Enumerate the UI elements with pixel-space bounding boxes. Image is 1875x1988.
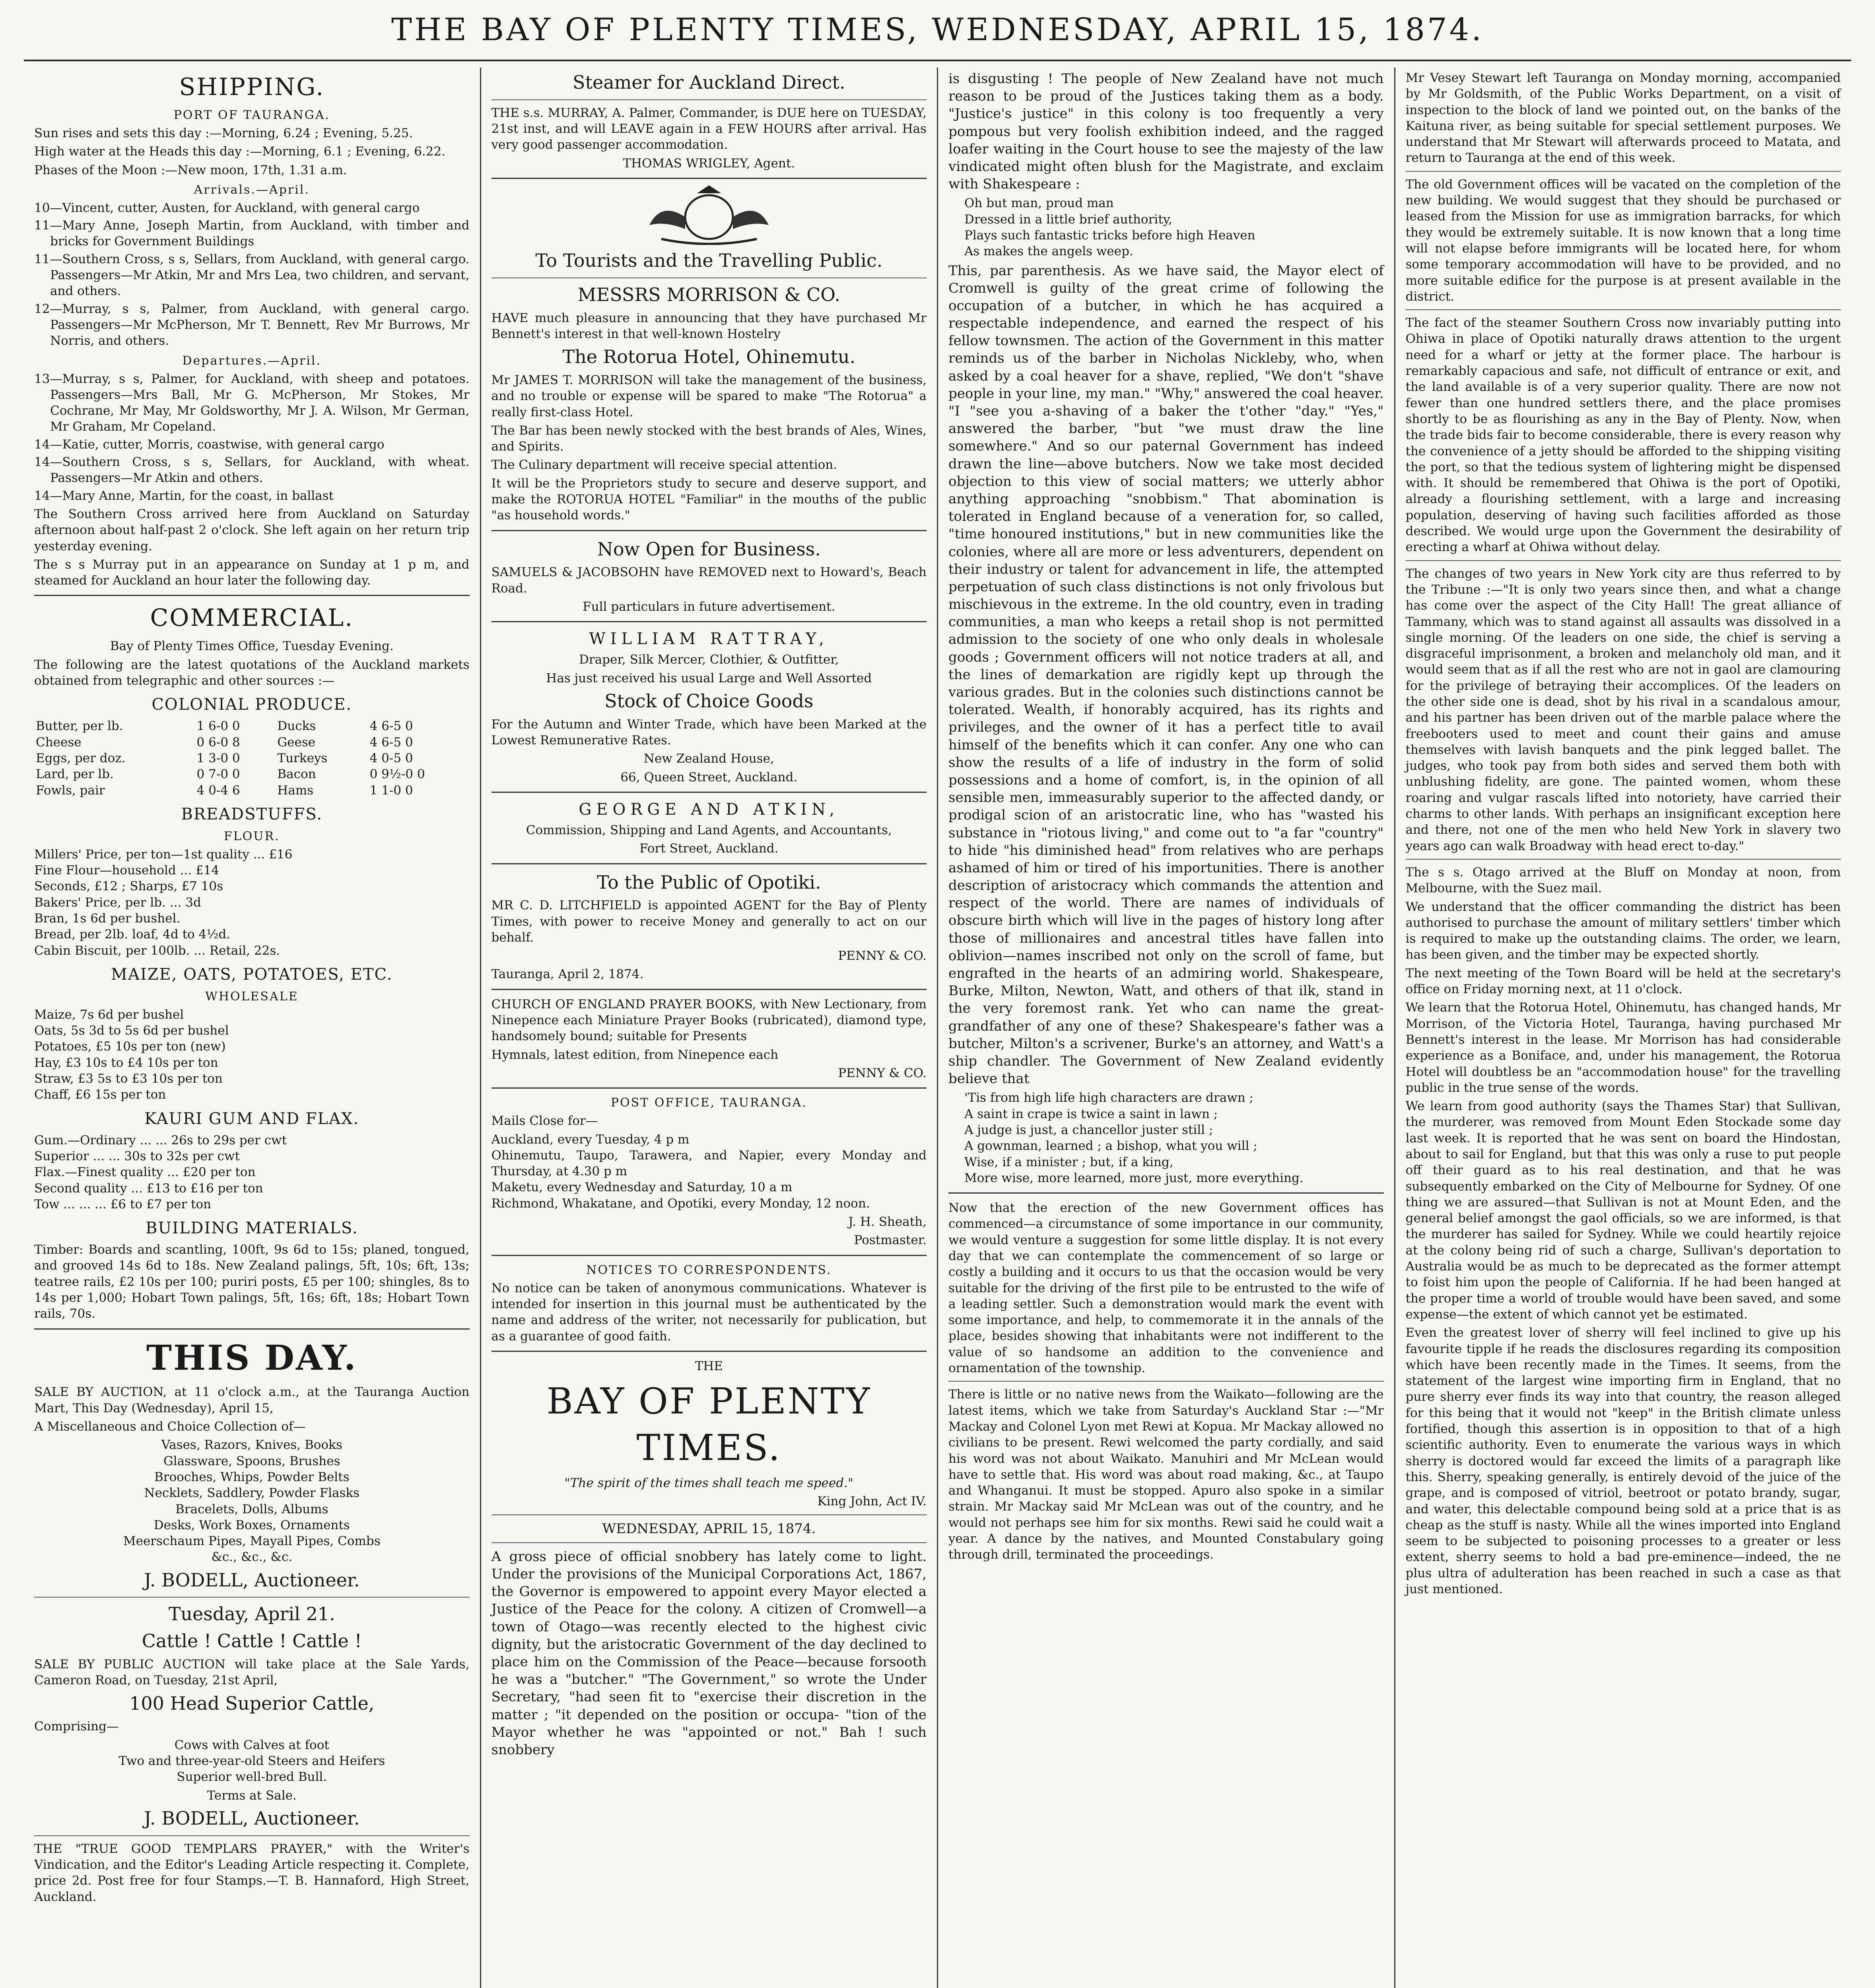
table-cell: 1 3-0 0 [196,751,240,765]
article-paragraph: is disgusting ! The people of New Zealand have not much reason to be proud of the Justices taking them as a body. "Justice's justice" in this colony is too frequently a very pompous but very foolish exhibition indeed, and the ragged loafer waiting in the Court house to see the majesty of the law vindicated might often blush for the Magistrate, and exclaim with Shakespeare : [948,71,1384,192]
divider [492,530,927,531]
table-cell: 0 9½-0 0 [369,767,425,782]
table-cell: Fowls, pair [36,783,105,798]
coat-of-arms-icon [637,185,781,245]
produce-table [34,718,470,798]
poem-line: Plays such fantastic tricks before high Heaven [964,228,1255,243]
tourists-title: To Tourists and the Travelling Public. [535,249,883,271]
list-item: Cabin Biscuit, per 100lb. ... Retail, 22s. [34,943,280,958]
leader-text: A gross piece of official snobbery has lately come to light. Under the provisions of the Municipal Corporations Act, 1867, the Governor is empowered to appoint every Mayor elected a Justice of the Peace for the colony. A citizen of Cromwell—a town of Otago—was recently elected to the highest civic dignity, but the aristocratic Government of the day declined to place him on the Commission of the Peace—because forsooth he was a "butcher." "The Government," so wrote the Under Secretary, "had seen fit to "exercise their discretion in the matter ; "it depended on the position or occupa- "tion of the Mayor whether he was "appointed or not." Bah ! such snobbery [491,1548,927,1758]
nz-house: New Zealand House, [643,751,774,766]
moon-phase: Phases of the Moon :—New moon, 17th, 1.31 a.m. [34,163,347,177]
list-item: Necklets, Saddlery, Powder Flasks [144,1486,360,1501]
colonial-title: COLONIAL PRODUCE. [152,695,352,714]
poem [948,195,1384,259]
commercial-intro: The following are the latest quotations of the Auckland markets obtained from telegraphic and other sources :— [34,657,470,688]
tuesday-title: Tuesday, April 21. [168,1603,335,1625]
divider [948,1192,1384,1194]
list-item: Bracelets, Dolls, Albums [175,1502,328,1516]
list-item: Chaff, £6 15s per ton [34,1087,166,1102]
divider [492,1351,927,1352]
list-item: Maize, 7s 6d per bushel [34,1007,184,1022]
hotel-title: The Rotorua Hotel, Ohinemutu. [562,346,856,368]
motto-source: King John, Act IV. [817,1494,927,1509]
sale-items [34,1437,470,1565]
divider [492,621,927,622]
table-row [34,750,470,766]
list-item: 11—Mary Anne, Joseph Martin, from Auckland, with timber and bricks for Government Buildings [34,218,470,249]
morrison-paragraph: The Bar has been newly stocked with the best brands of Ales, Wines, and Spirits. [491,423,927,454]
list-item: Potatoes, £5 10s per ton (new) [34,1039,226,1054]
arrivals-list [34,200,470,349]
cattle-title: Cattle ! Cattle ! Cattle ! [142,1630,362,1652]
morrison-paragraph: It will be the Proprietors study to secure and deserve support, and make the ROTORUA HOTEL "Familiar" in the mouths of the public "as household words." [491,476,927,523]
mails-label: Mails Close for— [491,1114,598,1128]
divider [1406,859,1841,860]
divider [492,178,927,179]
tide-times: High water at the Heads this day :—Morning, 6.1 ; Evening, 6.22. [34,144,446,159]
head-title: 100 Head Superior Cattle, [129,1692,375,1714]
divider [492,1514,927,1515]
list-item: Superior well-bred Bull. [177,1770,327,1784]
opotiki-title: To the Public of Opotiki. [597,871,821,893]
divider [34,595,470,596]
list-item: Superior ... ... 30s to 32s per cwt [34,1149,240,1163]
flour-title: FLOUR. [223,829,280,843]
table-cell: 4 6-5 0 [369,735,413,749]
building-title: BUILDING MATERIALS. [145,1219,358,1238]
sun-times: Sun rises and sets this day :—Morning, 6.24 ; Evening, 5.25. [34,126,413,140]
table-cell: 1 1-0 0 [369,783,413,798]
news-paragraph: We understand that the officer commanding the district has been authorised to purchase the amount of military settlers' timber which is required to make up the outstanding claims. The order, we learn, has been given, and the timber may be expected shortly. [1405,899,1841,962]
church-ad: CHURCH OF ENGLAND PRAYER BOOKS, with New Lectionary, from Ninepence each Miniature Prayer Books (rubricated), diamond type, handsomely bound; suitable for Presents [491,997,927,1044]
table-cell: 1 6-0 0 [196,719,240,734]
table-cell: 4 0-5 0 [369,751,413,765]
morrison-title: MESSRS MORRISON & CO. [577,283,840,305]
poem-line: Dressed in a little brief authority, [964,212,1173,227]
terms-line: Terms at Sale. [207,1788,297,1803]
poem-line: 'Tis from high life high characters are drawn ; [964,1091,1253,1105]
templars-ad: THE "TRUE GOOD TEMPLARS PRAYER," with the Writer's Vindication, and the Editor's Leading Article respecting it. Complete, price 2d. Post free for four Stamps.—T. B. Hannaford, High Street, Auckland. [34,1841,470,1904]
george-trade: Commission, Shipping and Land Agents, and Accountants, [526,823,892,837]
news-paragraph: Mr Vesey Stewart left Tauranga on Monday morning, accompanied by Mr Goldsmith, of the Public Works Department, on a visit of inspection to the block of land we pointed out, on the banks of the Kaituna river, as being suitable for special settlement purposes. We understand that Mr Stewart will afterwards proceed to Matata, and return to Tauranga at the end of this week. [1405,71,1841,165]
notices-text: No notice can be taken of anonymous communications. Whatever is intended for insertion in this journal must be authenticated by the name and address of the writer, not necessarily for publication, but as a guarantee of good faith. [491,1281,927,1343]
list-item: 14—Katie, cutter, Morris, coastwise, with general cargo [34,437,385,452]
divider [492,989,927,990]
table-cell: Hams [277,783,314,798]
penny-signature: PENNY & CO. [838,949,927,963]
list-item: Straw, £3 5s to £3 10s per ton [34,1072,223,1086]
list-item: 14—Mary Anne, Martin, for the coast, in ballast [34,488,334,503]
list-item: Oats, 5s 3d to 5s 6d per bushel [34,1023,229,1038]
breadstuffs-title: BREADSTUFFS. [181,805,323,823]
office-line: Bay of Plenty Times Office, Tuesday Evening. [110,639,394,654]
list-item: 10—Vincent, cutter, Austen, for Auckland, with general cargo [34,200,420,215]
list-item: Maketu, every Wednesday and Saturday, 10 a m [491,1180,793,1195]
table-cell: Bacon [277,767,316,782]
business-title: Now Open for Business. [597,538,821,560]
post-title: POST OFFICE, TAURANGA. [610,1096,807,1110]
rattray-title: WILLIAM RATTRAY, [589,630,829,648]
table-cell: Butter, per lb. [36,719,123,734]
divider [1406,309,1841,310]
columns [24,68,1851,1988]
news-paragraph: The changes of two years in New York city are thus referred to by the Tribune :—"It is only two years since then, and what a change has come over the aspect of the City Hall! The great alliance of Tammany, which was to stand against all assaults was dissolved in a single morning. Of the leaders on one side, the chief is serving a disgraceful imprisonment, a broken and melancholy old man, and it would seem that as if all the rest who are not in gaol are clamouring for the privilege of betraying their accomplices. Of the leaders on the other side one is dead, shot by his rival in a scandalous amour, and his partner has been driven out of the marble palace where the freebooters used to meet and count their gains and amuse themselves with lavish banquets and the pink legged ballet. The judges, who took pay from both sides and served them both with unblushing fidelity, are gone. The painted women, whom these roaring and vulgar rascals lifted into notoriety, have carried their charms to other lands. With perhaps an insignificant exception here and there, not one of the men who held New York in slavery two years ago can walk Broadway with head erect to-day." [1405,566,1841,853]
table-cell: 4 6-5 0 [369,719,413,734]
litchfield-ad: MR C. D. LITCHFIELD is appointed AGENT for the Bay of Plenty Times, with power to receive Money and generally to act on our behalf. [491,898,927,945]
divider [948,1381,1384,1382]
poem [948,1090,1384,1186]
rattray-trade: Draper, Silk Mercer, Clothier, & Outfitter, [579,652,839,667]
the-label: THE [695,1359,723,1373]
rattray-text: For the Autumn and Winter Trade, which have been Marked at the Lowest Remunerative Rates. [491,717,927,748]
building-text: Timber: Boards and scantling, 100ft, 9s 6d to 15s; planed, tongued, and grooved 14s 6d to 18s. New Zealand palings, 5ft, 10s; 6ft, 13s; teatree rails, £2 10s per 100; puriri posts, £5 per 100; shingles, 8s to 14s per 1,000; Hobart Town palings, 5ft, 16s; 6ft, 18s; Hobart Town rails, 70s. [34,1242,470,1321]
stock-title: Stock of Choice Goods [604,690,814,712]
list-item: Desks, Work Boxes, Ornaments [153,1518,350,1532]
comprising-label: Comprising— [34,1719,119,1734]
steamer-agent: THOMAS WRIGLEY, Agent. [623,156,795,171]
poem-line: As makes the angels weep. [964,244,1133,259]
poem-line: Wise, if a minister ; but, if a king, [964,1155,1174,1169]
poem-line: A judge is just, a chancellor juster still ; [964,1122,1213,1137]
motto: "The spirit of the times shall teach me speed." [564,1476,854,1491]
poem-line: More wise, more learned, more just, more everything. [964,1171,1304,1185]
rattray-received: Has just received his usual Large and Well Assorted [546,671,872,685]
george-address: Fort Street, Auckland. [639,841,779,856]
table-row [34,782,470,798]
maize-lines [34,1007,470,1103]
table-cell: Eggs, per doz. [36,751,126,765]
table-cell: Turkeys [277,751,328,765]
list-item: Bread, per 2lb. loaf, 4d to 4½d. [34,927,231,942]
divider [492,863,927,864]
divider [492,99,927,100]
divider [492,1542,927,1543]
list-item: Two and three-year-old Steers and Heifers [119,1754,385,1769]
column-3 [938,68,1395,1988]
list-item: Auckland, every Tuesday, 4 p m [491,1132,690,1147]
poem-line: A gownman, learned ; a bishop, what you will ; [964,1139,1257,1153]
arrivals-title: Arrivals.—April. [194,182,310,197]
nz-address: 66, Queen Street, Auckland. [620,770,798,784]
list-item: 11—Southern Cross, s s, Sellars, from Auckland, with general cargo. Passengers—Mr Atkin, Mr and Mrs Lea, two children, and servant, and others. [34,252,470,299]
list-item: Richmond, Whakatane, and Opotiki, every Monday, 12 noon. [491,1196,870,1211]
table-cell: Geese [277,735,316,749]
divider [492,1087,927,1089]
news-paragraph: We learn that the Rotorua Hotel, Ohinemutu, has changed hands, Mr Morrison, of the Victoria Hotel, Tauranga, having purchased Mr Bennett's interest in the lease. Mr Morrison has had considerable experience as a Boniface, and, under his management, the Rotorua Hotel will doubtless be an "accommodation house" for the travelling public in the true sense of the words. [1405,1000,1841,1095]
table-row [34,766,470,782]
sale-items [34,1737,470,1785]
commercial-title: COMMERCIAL. [150,604,354,632]
poem-line: Oh but man, proud man [964,196,1114,211]
list-item: Tow ... ... ... £6 to £7 per ton [34,1197,212,1211]
steamer-text: THE s.s. MURRAY, A. Palmer, Commander, is DUE here on TUESDAY, 21st inst, and will LEAVE again in a FEW HOURS after arrival. Has very good passenger accommodation. [491,105,927,152]
sale-text: SALE BY PUBLIC AUCTION will take place at the Sale Yards, Cameron Road, on Tuesday, 21st April, [34,1657,470,1688]
list-item: 12—Murray, s s, Palmer, from Auckland, with general cargo. Passengers—Mr McPherson, Mr T. Bennett, Rev Mr Burrows, Mr Norris, and others. [34,301,470,348]
george-title: GEORGE AND ATKIN, [579,800,839,819]
list-item: 14—Southern Cross, s s, Sellars, for Auckland, with wheat. Passengers—Mr Atkin and others. [34,455,470,485]
table-cell: Lard, per lb. [36,767,114,782]
column-4 [1395,68,1852,1988]
hymnals-line: Hymnals, latest edition, from Ninepence each [491,1047,779,1062]
list-item: Hay, £3 10s to £4 10s per ton [34,1055,218,1070]
column-1 [24,68,481,1988]
list-item: Ohinemutu, Taupo, Tarawera, and Napier, every Monday and Thursday, at 4.30 p m [491,1148,927,1179]
masthead: THE BAY OF PLENTY TIMES, WEDNESDAY, APRIL 15, 1874. [24,0,1851,61]
this-day-title: THIS DAY. [146,1338,358,1378]
divider [34,1835,470,1836]
list-item: Gum.—Ordinary ... ... 26s to 29s per cwt [34,1133,287,1147]
table-cell: 0 6-0 8 [196,735,240,749]
kauri-title: KAURI GUM AND FLAX. [144,1109,359,1128]
list-item: Fine Flour—household ... £14 [34,863,220,878]
table-row [34,734,470,750]
column-2 [481,68,938,1988]
divider [34,1328,470,1330]
poem-line: A saint in crape is twice a saint in lawn ; [964,1107,1218,1121]
news-paragraph: The fact of the steamer Southern Cross now invariably putting into Ohiwa in place of Opotiki naturally draws attention to the urgent need for a wharf or jetty at the former place. The harbour is remarkably capacious and safe, not difficult of entrance or exit, and the land available is of a very superior quality. There are now not fewer than one hundred settlers there, and the place promises shortly to be as flourishing as any in the Bay of Plenty. Now, when the trade bids fair to become considerable, there is every reason why the convenience of a jetty should be afforded to the shipping visiting the port, so that the tedious system of lightering might be dispensed with. It should be remembered that Ohiwa is the port of Opotiki, already a flourishing settlement, with a large and increasing population, deserving of having such facilities afforded as those described. We would urge upon the Government the desirability of erecting a wharf at Ohiwa without delay. [1405,316,1841,555]
article-paragraph: Now that the erection of the new Government offices has commenced—a circumstance of some importance in our community, we would venture a suggestion for some little display. It is not every day that we can contemplate the commencement of so large or costly a building and it occurs to us that the occasion would be very suitable for the driving of the first pile to be entrusted to the wife of a leading settler. Such a demonstration would mark the event with some importance, and help, to commemorate it in the annals of the place, besides showing that inhabitants were not indifferent to the value of so handsome an addition to the convenience and ornamentation of the township. [948,1201,1384,1376]
paper-title: BAY OF PLENTY TIMES. [546,1380,872,1469]
list-item: Millers' Price, per ton—1st quality ... £16 [34,847,293,862]
list-item: Brooches, Whips, Powder Belts [154,1470,350,1484]
article-paragraph: There is little or no native news from the Waikato—following are the latest items, which we take from Saturday's Auckland Star :—"Mr Mackay and Colonel Lyon met Rewi at Kopua. Mr Mackay allowed no civilians to be present. Rewi welcomed the party cordially, and said his word was not about Waikato. Manuhiri and Mr McLean would have to settle that. His word was about road making, &c., at Taupo and Whanganui. It must be stopped. Apuro also spoke in a similar strain. Mr Mackay said Mr McLean was out of the country, and he would not perhaps see him for six months. Rewi said he could wait a year. A dance by the natives, and Mounted Constabulary going through drill, terminated the proceedings. [948,1387,1384,1562]
list-item: Second quality ... £13 to £16 per ton [34,1181,263,1196]
samuels-note: Full particulars in future advertisement. [583,600,835,614]
steamer-title: Steamer for Auckland Direct. [573,72,845,93]
list-item: Glassware, Spoons, Brushes [163,1454,340,1468]
list-item: 13—Murray, s s, Palmer, for Auckland, with sheep and potatoes. Passengers—Mrs Ball, Mr G. McPherson, Mr Stokes, Mr Cochrane, Mr May, Mr Goldsworthy, Mr J. A. Wilson, Mr German, Mr Graham, Mr Copeland. [34,371,470,434]
divider [34,1597,470,1598]
list-item: Bakers' Price, per lb. ... 3d [34,895,201,910]
article-paragraph: This, par parenthesis. As we have said, the Mayor elect of Cromwell is guilty of the great crime of following the occupation of a butcher, in which he has acquired a respectable independence, and earned the respect of his fellow townsmen. The action of the Government in this matter reminds us of the barber in Nicholas Nickleby, who, when asked by a coal heaver for a shave, replied, "We don't "shave people in your line, my man." "Why," answered the coal heaver. "I "see you a-shaving of a baker the t'other "day." "Yes," answered the barber, "but "we must draw the line somewhere." And so our paternal Government has indeed drawn the line—above butchers. Now we take most decided objection to this view of social matters; we utterly abhor anything approaching "snobbism." That abomination is tolerated in England because of a veneration for, so called, "time honoured institutions," but in new communities like the colonies, where all are more or less adventurers, dependent on their industry or talent for advancement in life, the attempted perpetuation of such class distinctions is not only frivolous but mischievous in the extreme. In the old country, even in trading communities, a man who keeps a retail shop is not permitted admission to the society of one who only deals in wholesale goods ; Government officers will not notice traders at all, and the lines of demarkation are rigidly kept up through the various grades. But in the colonies such distinctions cannot be tolerated. Wealth, if honorably acquired, has its rights and privileges, and the owner of it has a perfect title to avail himself of the benefits which it can confer. Any one who can show the results of a life of industry in the form of solid possessions and a home of comfort, is, in the opinion of all sensible men, immeasurably superior to the affected dandy, or prodigal scion of an aristocratic line, who has "wasted his substance in "riotous living," and come out to "a far "country" to hide "his diminished head" from relatives who are perhaps ashamed of him or tired of his importunities. There is another description of aristocracy which commands the attention and respect of the world. There are names of individuals of obscure birth which will live in the pages of history long after those of millionaires and ancestral titles have fallen into oblivion—names inscribed not only on the scroll of fame, but engrafted in the hearts of an admiring world. Shakespeare, Burke, Milton, Newton, Watt, and others of that ilk, stand in the very foremost rank. Yet who can name the great-grandfather of any one of these? Shakespeare's father was a butcher, Milton's a scrivener, Burke's an attorney, and Watt's a ship chandler. The Government of New Zealand evidently believe that [948,262,1384,1087]
tauranga-date: Tauranga, April 2, 1874. [491,967,644,982]
date-line: WEDNESDAY, APRIL 15, 1874. [602,1520,816,1537]
sale-intro: A Miscellaneous and Choice Collection of— [34,1419,306,1434]
news-paragraph: We learn from good authority (says the Thames Star) that Sullivan, the murderer, was removed from Mount Eden Stockade some day last week. It is reported that he was sent on board the Hindostan, about to sail for England, but that this was only a ruse to put people off their guard as to his real destination, and that he was subsequently embarked on the City of Melbourne for Sydney. Of one thing we are assured—that Sullivan is not at Mount Eden, and the general belief amongst the gaol officials, so we are informed, is that the murderer has sailed for Sydney. While we could heartily rejoice at the colony being rid of such a charge, Sullivan's deportation to Australia would be as much to be deprecated as the former attempt to foist him upon the people of California. If he had been hanged at the proper time a world of trouble would have been saved, and some expense—the extent of which cannot yet be estimated. [1405,1099,1841,1322]
table-cell: Ducks [277,719,316,734]
table-cell: Cheese [36,735,82,749]
news-paragraph: Even the greatest lover of sherry will feel inclined to give up his favourite tipple if he reads the disclosures regarding its composition which have been recently made in the Times. It seems, from the statement of the largest wine importing firm in England, that no pure sherry ever finds its way into that country, the reason alleged for this being that it would not "keep" in the British climate unless fortified, though this assertion is in opposition to that of a high scientific authority. Even to enumerate the various ways in which sherry is doctored would far exceed the limits of a paragraph like this. Sherry, speaking generally, is entirely devoid of the juice of the grape, and is composed of vitriol, beetroot or potato brandy, sugar, and water, this delectable compound being sold at a price that is as cheap as the stuff is nasty. While all the wines imported into England seem to be subjected to poisoning processes to a greater or less extent, sherry seems to hold a bad pre-eminence—indeed, the ne plus ultra of adulteration has been reached in such a case as that just mentioned. [1405,1326,1841,1597]
news-paragraph: The s s. Otago arrived at the Bluff on Monday at noon, from Melbourne, with the Suez mail. [1405,865,1841,896]
postmaster-name: J. H. Sheath, [848,1215,927,1229]
samuels-ad: SAMUELS & JACOBSOHN have REMOVED next to Howard's, Beach Road. [491,565,927,596]
penny-signature: PENNY & CO. [838,1066,927,1080]
news-paragraph: The old Government offices will be vacated on the completion of the new building. We would suggest that they should be purchased or leased from the Mission for use as immigration barracks, for which they would be extremely suitable. It is now known that a long time will not elapse before immigrants will be located here, for whom some temporary accommodation will have to be provided, and no more suitable edifice for the purpose is at present available in the district. [1405,177,1841,304]
list-item: Cows with Calves at foot [174,1738,329,1752]
shipping-note: The Southern Cross arrived here from Auckland on Saturday afternoon about half-past 2 o'clock. She left again on her return trip yesterday evening. [34,507,470,553]
divider [1406,560,1841,561]
morrison-paragraph: The Culinary department will receive special attention. [491,458,837,472]
list-item: &c., &c., &c. [211,1550,293,1565]
table-cell: 0 7-0 0 [196,767,240,782]
shipping-note: The s s Murray put in an appearance on Sunday at 1 p m, and steamed for Auckland an hour later the following day. [34,557,470,588]
table-cell: 4 0-4 6 [196,783,240,798]
morrison-text: HAVE much pleasure in announcing that they have purchased Mr Bennett's interest in that well-known Hostelry [491,311,927,341]
divider [492,792,927,793]
notices-title: NOTICES TO CORRESPONDENTS. [586,1263,832,1277]
kauri-lines [34,1132,470,1212]
divider [492,1255,927,1256]
postmaster-title: Postmaster. [854,1233,927,1248]
flour-lines [34,846,470,959]
morrison-paragraph: Mr JAMES T. MORRISON will take the management of the business, and no trouble or expense will be spared to make "The Rotorua" a really first-class Hotel. [491,373,927,419]
list-item: Bran, 1s 6d per bushel. [34,911,181,926]
list-item: Vases, Razors, Knives, Books [161,1438,342,1452]
news-paragraph: The next meeting of the Town Board will be held at the secretary's office on Friday morning next, at 11 o'clock. [1405,966,1841,997]
list-item: Meerschaum Pipes, Mayall Pipes, Combs [123,1534,381,1549]
divider [1406,171,1841,172]
departures-title: Departures.—April. [182,353,322,368]
departures-list [34,371,470,504]
list-item: Flax.—Finest quality ... £20 per ton [34,1165,256,1180]
wholesale-title: WHOLESALE [205,989,299,1004]
mail-lines [492,1132,927,1211]
auctioneer-name: J. BODELL, Auctioneer. [144,1569,360,1591]
shipping-title: SHIPPING. [179,73,325,101]
port-title: PORT OF TAURANGA. [173,108,330,122]
maize-title: MAIZE, OATS, POTATOES, ETC. [111,965,393,984]
table-row [34,718,470,734]
sale-text: SALE BY AUCTION, at 11 o'clock a.m., at the Tauranga Auction Mart, This Day (Wednesday), April 15, [34,1385,470,1415]
list-item: Seconds, £12 ; Sharps, £7 10s [34,879,223,894]
auctioneer-name: J. BODELL, Auctioneer. [144,1807,360,1829]
